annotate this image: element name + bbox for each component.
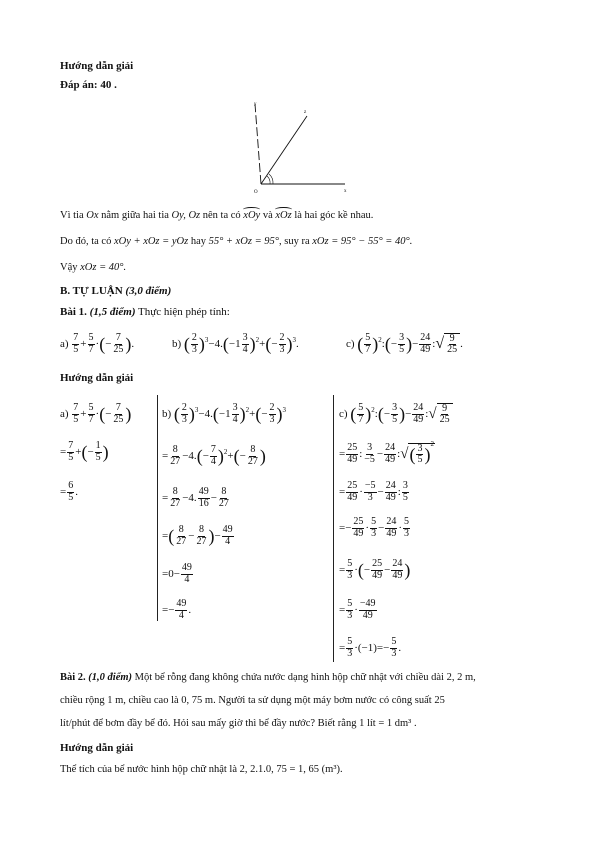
divider-1: [157, 395, 158, 621]
bai2-line3: lít/phút để bơm đầy bể đó. Hỏi sau mấy giờ thì bể đầy nước? Biết rằng 1 lít = 1 dm³ .: [60, 718, 417, 729]
problem-c: c) ( $\frac{5}{7}$ ) 2 : ( − $\frac{3}{5}$ ) − $\frac{24}{49}$ : √ $\frac{9}{25}$ .: [346, 332, 463, 355]
sol-b-step5: =0− $\frac{49}{4}$: [162, 562, 192, 585]
reason-line-3: Vậy xOz = 40°.: [60, 262, 127, 273]
bai1-title: Bài 1. (1,5 điểm) Thực hiện phép tính:: [60, 306, 230, 318]
guide-heading-2: Hướng dẫn giải: [60, 372, 134, 384]
problem-a: a) $\frac{7}{5}$ + $\frac{5}{7}$ · ( − $\frac{7}{25}$ ) .: [60, 332, 135, 355]
answer-line: Đáp án: 40 .: [60, 79, 117, 91]
ray-oy: [255, 104, 261, 184]
label-x: x: [344, 189, 347, 194]
reason-line-1: Vì tia Ox nằm giữa hai tia Oy, Oz nên ta có xOy và xOz là hai góc kề nhau.: [60, 210, 374, 221]
reason-line-2: Do đó, ta có xOy + xOz = yOz hay 55° + xOz = 95°, suy ra xOz = 95° − 55° = 40°.: [60, 236, 413, 247]
label-z: z: [304, 110, 307, 115]
sol-c-step3: = $\frac{25}{49}$ · $\frac{-5}{3}$ − $\frac{24}{49}$ : $\frac{3}{5}$: [339, 480, 408, 503]
sol-b-step4: = ( $\frac{8}{27}$ − $\frac{8}{27}$ ) − $\frac{49}{4}$: [162, 524, 233, 547]
section-b-heading: B. TỰ LUẬN (3,0 điểm): [60, 285, 172, 297]
sol-b-step2: = $\frac{8}{27}$ −4. ( − $\frac{7}{4}$ ) 2 + ( − $\frac{8}{27}$ ): [162, 444, 266, 467]
sol-a-step3: = $\frac{6}{5}$ .: [60, 480, 78, 503]
bai2-line2: chiều rộng 1 m, chiều cao là 0, 75 m. Người ta sử dụng một máy bơm nước có công suất 25: [60, 695, 445, 706]
sol-a-step2: = $\frac{7}{5}$ + ( − $\frac{1}{5}$ ): [60, 440, 109, 463]
ray-oz: [261, 116, 307, 184]
divider-2: [333, 395, 334, 662]
sol-c-step7: = $\frac{5}{3}$ ·(−1)=− $\frac{5}{3}$ .: [339, 636, 402, 659]
sol-b-step1: b) ( $\frac{2}{3}$ ) 3 −4. ( −1 $\frac{3}{4}$ ) 2 + ( − $\frac{2}{3}$ ) 3: [162, 402, 287, 425]
label-o: O: [254, 190, 258, 195]
guide-heading: Hướng dẫn giải: [60, 60, 134, 72]
angle-figure: [240, 96, 360, 196]
guide-heading-3: Hướng dẫn giải: [60, 742, 134, 754]
bai2-line1: Bài 2. (1,0 điểm) Một bể rỗng đang không chứa nước dạng hình hộp chữ nhật với chiều dài 2, 2 m,: [60, 672, 476, 683]
label-y: y: [254, 102, 257, 107]
sol-a-step1: a) $\frac{7}{5}$ + $\frac{5}{7}$ · ( − $\frac{7}{25}$ ): [60, 402, 132, 425]
sol-c-step2: = $\frac{25}{49}$ : $\frac{3}{-5}$ − $\frac{24}{49}$ : √ ( $\frac{3}{5}$ )$^2$: [339, 439, 434, 465]
problem-b: b) ( $\frac{2}{3}$ ) 3 −4. ( −1 $\frac{3}{4}$ ) 2 + ( − $\frac{2}{3}$ ) 3 .: [172, 332, 299, 355]
sol-b-step3: = $\frac{8}{27}$ −4. $\frac{49}{16}$ − $\frac{8}{27}$: [162, 486, 229, 509]
sol-c-step1: c) ( $\frac{5}{7}$ ) 2 : ( − $\frac{3}{5}$ ) − $\frac{24}{49}$ : √ $\frac{9}{25}$: [339, 396, 453, 432]
sol-b-step6: =− $\frac{49}{4}$ .: [162, 598, 192, 621]
sol-c-step5: = $\frac{5}{3}$ · ( − $\frac{25}{49}$ − $\frac{24}{49}$ ): [339, 558, 411, 581]
volume-line: Thể tích của bể nước hình hộp chữ nhật là 2, 2.1.0, 75 = 1, 65 (m³).: [60, 764, 343, 775]
sol-c-step6: = $\frac{5}{3}$ · $\frac{-49}{49}$: [339, 598, 376, 621]
sol-c-step4: =− $\frac{25}{49}$ · $\frac{5}{3}$ − $\frac{24}{49}$ · $\frac{5}{3}$: [339, 516, 409, 539]
